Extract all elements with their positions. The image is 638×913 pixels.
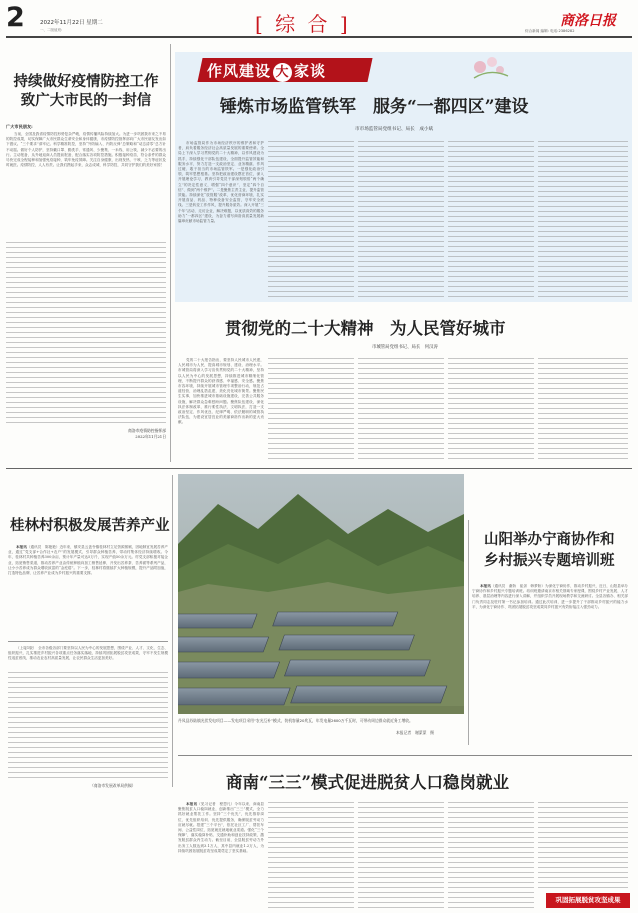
photo-credit: 本报记者 谢蒙蒙 摄 — [396, 730, 434, 735]
article2-body-text: 党的二十大报告指出，要坚持人民城市人民建，人民城市为人民，提高城市规划、建设、治理水平。市城管局将深入学习宣传贯彻党的二十大精神，坚持以人民为中心的发展思想，持续推进城市精细化管理，不断提升群众的获得感、幸福感、安全感。聚焦市容环境，持续开展城市管理专项整治行动，规范占道经营，治理乱搭乱建，美化亮化城市街景。聚焦民生实事，加快推进城市基础设施建设，完善公共服务设施，解决群众急难愁盼问题。聚焦队伍建设，深化执法体制改革，推行柔性执法、文明执法，打造一支政治坚定、作风优良、纪律严明、依法履职的城管执法队伍，为建设宜居宜业的美丽商洛作出新的更大贡献。 — [178, 358, 264, 425]
banner-suffix: 家谈 — [294, 62, 327, 80]
feature-col-3 — [358, 141, 444, 297]
feature-col-5 — [538, 141, 628, 297]
article4-body-main: 为深化宁商协作，推动乡村振兴，近日，山阳县举办宁商协作和乡村振兴专题培训班。培训班邀请南京市相关领域专家授课，围绕乡村产业发展、人才培养、基层治理等内容进行深入讲解，并组织学员开展现场教学和交流研讨。全县各镇办、相关部门负责同志及驻村第一书记参加培训。通过此次培训，进一步提升了干部推动乡村振兴的能力水平，为深化宁商协作、巩固拓展脱贫攻坚成果同乡村振兴有效衔接注入强劲动力。 — [472, 584, 628, 609]
article3-body-text — [8, 545, 168, 576]
feature-col-1 — [178, 141, 264, 297]
article5-stamp: 巩固拓展脱贫攻坚成果 — [546, 893, 630, 908]
section-rule-middle — [6, 468, 632, 469]
editor-line — [525, 29, 574, 34]
feature-headline: 锤炼市场监管铁军 服务“一都四区”建设 — [220, 97, 529, 117]
editor-label: 综合新闻 编辑: — [525, 29, 549, 33]
article3-headline: 桂林村积极发展苦养产业 — [10, 517, 170, 534]
column-divider-lower — [172, 475, 173, 787]
article2-col-5 — [538, 358, 628, 462]
article4-body — [472, 584, 628, 744]
article5-col-1 — [178, 802, 264, 908]
feature-banner-text — [207, 60, 326, 82]
column-divider-left — [170, 44, 171, 462]
article2-headline: 贯彻党的二十大精神 为人民管好城市 — [225, 319, 506, 338]
letter-body-text: 当前，全国及我省疫情防控形势复杂严峻，疫情传播风险持续加大。为进一步巩固我市来之不易的防控成果，切实保障广大市民群众生命安全和身体健康，市疫情防控指挥部向广大市民朋友发出如下倡议。“三个要求”请牢记。科学精准防控，坚持“外防输入、内防反弹”总策略和“动态清零”总方针不动摇。做好个人防护，坚持戴口罩、勤洗手、常通风、少聚集、一米线、用公筷，减少不必要的出行。主动报备，从外地返商人员提前报备，配合落实各项防控措施。积极接种疫苗，符合条件的群众尽快完成全程接种和加强免疫接种，筑牢免疫屏障。关注自身健康，出现发热、干咳、乏力等症状及时就医。疫情防控，人人有责。让我们携起手来，众志成城、科学防控，共同守护我们的美好家园！ — [6, 132, 166, 168]
article3b-body-text: （上接1版） 全市各级各部门要坚持以人民为中心的发展思想，围绕产业、人才、文化、生态、组织振兴，扎实推进乡村振兴各项重点任务落实落地，持续巩固拓展脱贫攻坚成果，守牢不发生规模性返贫底线，推动农业农村高质量发展，让农民群众生活更加美好。 — [8, 646, 168, 661]
article5-byline-reporter: （见习记者 程思凡） — [197, 802, 235, 806]
letter-block — [6, 72, 166, 467]
mountain-photo-graphic — [178, 474, 464, 714]
article4-byline-reporter: （通讯员 谢娇 崔剑 韩梦娇） — [490, 584, 545, 588]
mountain-photo — [178, 474, 464, 714]
article4-byline-prefix: 本报讯 — [480, 584, 491, 588]
banner-highlight: 大 — [273, 63, 292, 82]
article3-byline-prefix: 本报讯 — [16, 545, 27, 549]
feature-col-2 — [268, 141, 354, 297]
article2-col-1 — [178, 358, 264, 462]
feature-byline: 市市场监管局党组书记、局长 成小斌 — [355, 127, 434, 132]
column-divider-right — [468, 520, 469, 745]
article3-rule — [8, 641, 168, 642]
letter-salutation: 广大市民朋友: — [6, 124, 33, 129]
article2-col-4 — [448, 358, 534, 462]
decorative-flower-icon — [470, 52, 510, 82]
letter-signature-org: 商洛市疫情防控指挥部 — [128, 428, 166, 433]
banner-prefix: 作风建设 — [207, 62, 272, 80]
section-title: [ 综 合 ] — [255, 12, 351, 36]
letter-title-line1: 持续做好疫情防控工作 — [13, 73, 159, 90]
article3-body-main: 近年来，镇安县云盖寺镇桂林村立足资源禀赋，因地制宜发展苦养产业，通过“党支部+合作社+农户”的发展模式，引导群众种植苦养，带动村集体经济持续增收。今年，桂林村共种植苦养300余亩，预计年产量可达5万斤，实现产值50余万元。村党支部积极对接企业，拓宽销售渠道，推动苦养产业由传统种植向加工销售延伸，开发出苦养茶、苦养面等系列产品，让小小苦养成为群众增收致富的“金疙瘩”。下一步，桂林村将继续扩大种植规模，提升产品附加值，打造特色品牌，让苦养产业成为乡村振兴的重要支撑。 — [8, 545, 168, 576]
brand-logo: 商洛日报 — [560, 13, 616, 29]
article5-col-3 — [358, 802, 444, 908]
article3b-continued-lines — [8, 672, 168, 780]
letter-signature-date: 2022年11月21日 — [135, 434, 166, 439]
phone: 电话:2386282 — [550, 29, 575, 33]
section-rule-lower — [178, 755, 632, 756]
article5-headline: 商南“三三”模式促进脱贫人口稳岗就业 — [226, 773, 509, 792]
article4-headline — [484, 529, 615, 571]
article5-col-2 — [268, 802, 354, 908]
article4-headline-line2: 乡村振兴专题培训班 — [484, 552, 615, 569]
photo-caption: 丹凤县苏陆镇光伏发电项目——发电项目采用“农光互补”模式，装机容量20兆瓦，年发电量2600万千瓦时，可带动周边群众就近务工增收。 — [178, 718, 413, 723]
article5-body-text — [178, 802, 264, 854]
letter-body — [6, 132, 166, 424]
article2-byline: 市城管局党组书记、局长 何汉涛 — [372, 345, 438, 350]
date-line: 2022年11月22日 星期二 — [40, 20, 103, 26]
article2-col-2 — [268, 358, 354, 462]
article5-col-4 — [448, 802, 534, 908]
page-number: 2 — [6, 2, 25, 33]
article3b-source: （商洛市发展改革局供稿） — [90, 783, 136, 788]
article3-body — [8, 545, 168, 637]
article5-byline-prefix: 本报讯 — [186, 802, 198, 806]
article2-col-3 — [358, 358, 444, 462]
article4-body-text — [472, 584, 628, 610]
letter-title — [6, 72, 166, 110]
masthead-rule — [6, 36, 632, 38]
article5-body-main: 今年以来，商南县聚焦脱贫人口稳岗就业，创新推出“三三”模式，全力抓好就业帮扶工作。坚持“三个优先”，优先推荐岗位、优先组织培训、优先提供服务，确保脱贫劳动力应就尽就。搭建“三个平台”，依托社区工厂、帮扶车间、公益性岗位，拓宽就近就地就业渠道。强化“三个保障”，落实稳岗补贴、交通补助和创业扶持政策，激发脱贫群众内生动力。截至目前，全县脱贫劳动力外出务工人数达到3.1万人，其中县内就业1.2万人，为持续巩固拓展脱贫攻坚成果奠定了坚实基础。 — [178, 802, 264, 853]
feature-col-4 — [448, 141, 534, 297]
article3-byline-reporter: （通讯员 陈艳艳） — [26, 545, 60, 549]
letter-title-line2: 致广大市民的一封信 — [20, 92, 152, 109]
letter-text-lines — [6, 242, 166, 424]
feature-body-text: 市场监管局作为市场经济秩序的维护者和守护者，肩负着服务经济社会高质量发展的重要使命。全局上下深入学习贯彻党的二十大精神，以作风建设为抓手，持续强化干部队伍建设，全面提升监管效能和服务水平，努力打造一支政治坚定、业务精湛、作风过硬、敢于担当的市场监管铁军。一是强化政治引领，筑牢思想根基。坚持把政治建设摆在首位，深入开展理论学习，教育引导党员干部深刻领悟“两个确立”的决定性意义，增强“四个意识”、坚定“四个自信”、做到“两个维护”。二是聚焦主责主业，提升监管效能。持续深化“放管服”改革，优化营商环境，扎实开展食品、药品、特种设备安全监管，守牢安全底线。三是转变工作作风，提升服务质效。深入开展“三个年”活动，走访企业，解决难题，以优质高效的服务助力“一都四区”建设，为奋力谱写商洛高质量发展新篇章贡献市场监管力量。 — [178, 141, 264, 224]
article4-headline-line1: 山阳举办宁商协作和 — [484, 531, 615, 548]
top-rule-text: 一、二版值班: — [40, 28, 63, 32]
article5-col-5 — [538, 802, 628, 892]
